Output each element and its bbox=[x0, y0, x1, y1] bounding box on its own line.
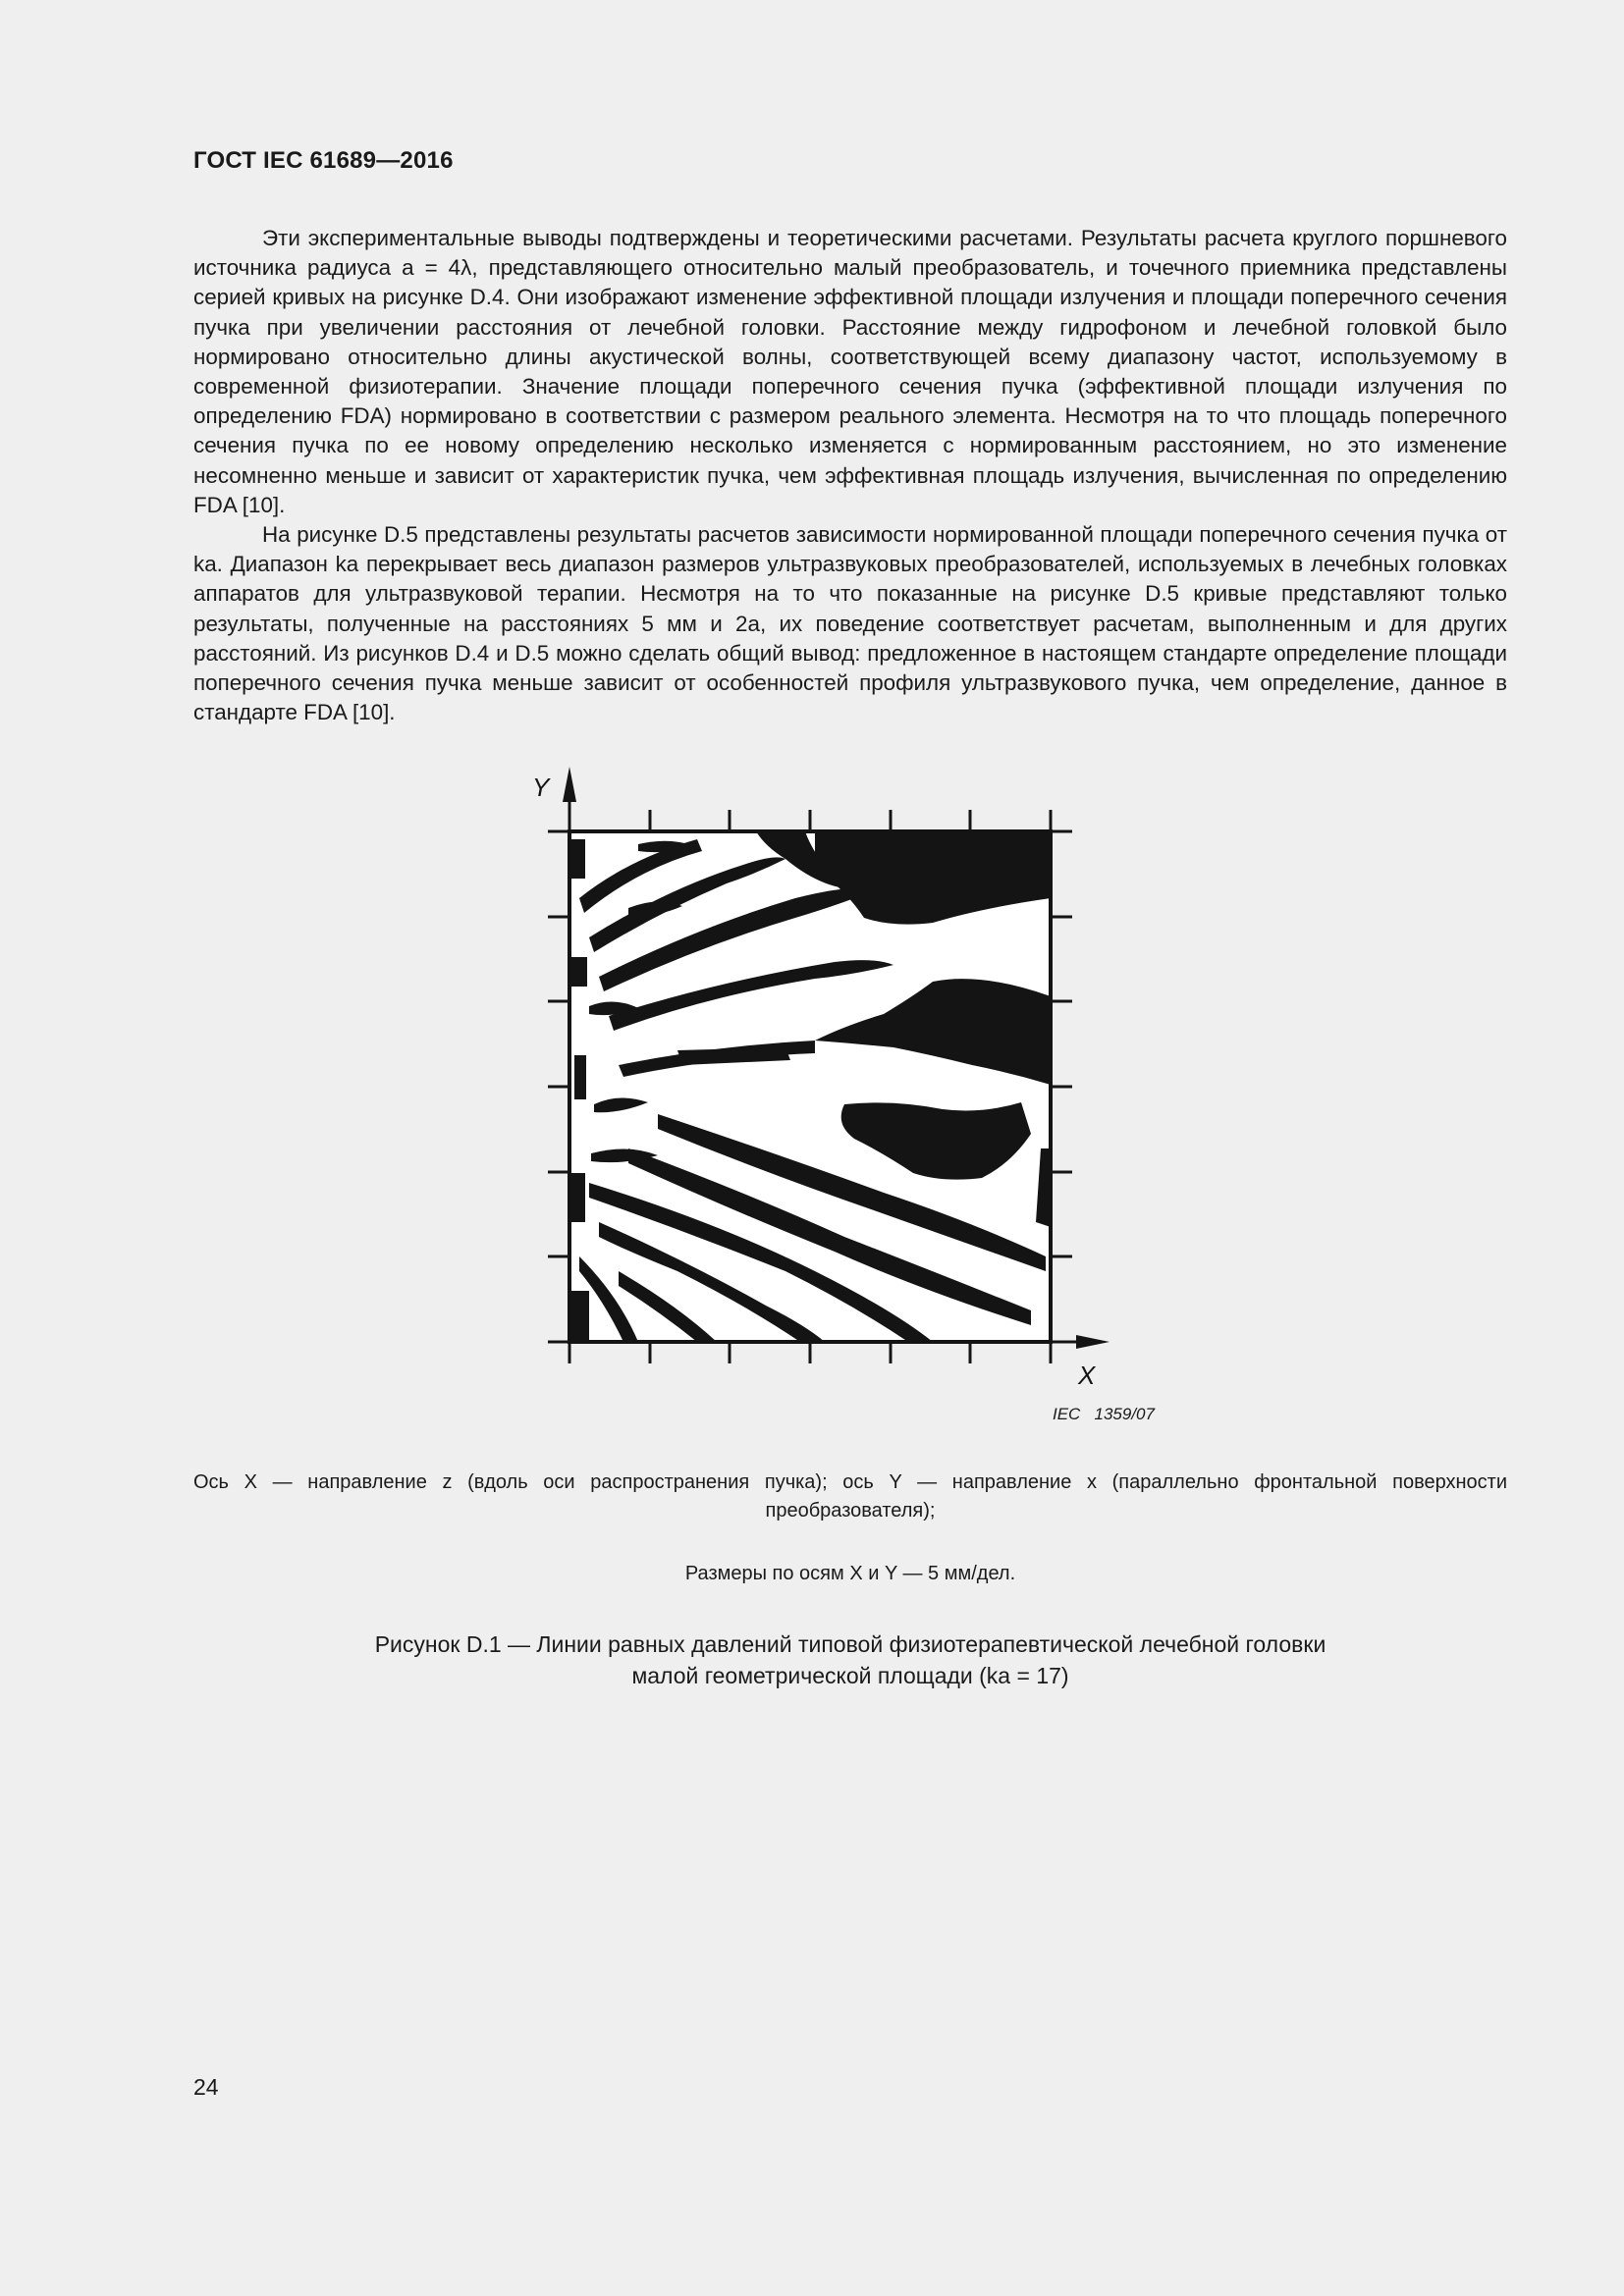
figure-title-line-2: малой геометрической площади (ka = 17) bbox=[631, 1663, 1069, 1688]
scale-note: Размеры по осям X и Y — 5 мм/дел. bbox=[684, 1563, 1016, 1584]
isobar-plot bbox=[520, 761, 1155, 1438]
document-header: ГОСТ IEC 61689—2016 bbox=[193, 147, 454, 174]
figure-d1 bbox=[520, 761, 1155, 1438]
iec-reference: IEC 1359/07 bbox=[1053, 1405, 1155, 1423]
y-axis-arrowhead bbox=[563, 767, 576, 802]
body-text bbox=[193, 224, 1507, 727]
paragraph-1: Эти экспериментальные выводы подтверждены и теоретическими расчетами. Результаты расчета круглого поршневого источника радиуса a = 4λ, представляющего относительно малый преобразователь, и точечного приемника представлены серией кривых на рисунке D.4. Они изображают изменение эффективной площади излучения и площади поперечного сечения пучка при увеличении расстояния от лечебной головки. Расстояние между гидрофоном и лечебной головкой было нормировано относительно длины акустической волны, соответствующей всему диапазону частот, используемому в современной физиотерапии. Значение площади поперечного сечения пучка (эффективной площади излучения по определению FDA) нормировано в соответствии с размером реального элемента. Несмотря на то что площадь поперечного сечения пучка по ее новому определению несколько изменяется с нормированным расстоянием, но это изменение несомненно меньше и зависит от характеристик пучка, чем эффективная площадь излучения, вычисленная по определению FDA [10]. bbox=[193, 226, 1507, 517]
figure-title bbox=[193, 1629, 1507, 1691]
page-number: 24 bbox=[193, 2074, 219, 2100]
y-axis-label: Y bbox=[532, 773, 550, 802]
x-axis-label: X bbox=[1078, 1361, 1096, 1390]
x-axis-arrowhead bbox=[1076, 1335, 1110, 1349]
axes-note: Ось X — направление z (вдоль оси распространения пучка); ось Y — направление x (параллельно фронтальной поверхности преобразователя); bbox=[193, 1471, 1507, 1522]
figure-title-line-1: Рисунок D.1 — Линии равных давлений типовой физиотерапевтической лечебной головки bbox=[374, 1631, 1326, 1657]
paragraph-2: На рисунке D.5 представлены результаты расчетов зависимости нормированной площади поперечного сечения пучка от ka. Диапазон ka перекрывает весь диапазон размеров ультразвуковых преобразователей, используемых в лечебных головках аппаратов для ультразвуковой терапии. Несмотря на то что показанные на рисунке D.5 кривые представляют только результаты, полученные на расстояниях 5 мм и 2a, их поведение соответствует расчетам, выполненным и для других расстояний. Из рисунков D.4 и D.5 можно сделать общий вывод: предложенное в настоящем стандарте определение площади поперечного сечения пучка меньше зависит от особенностей профиля ультразвукового пучка, чем определение, данное в стандарте FDA [10]. bbox=[193, 522, 1507, 725]
